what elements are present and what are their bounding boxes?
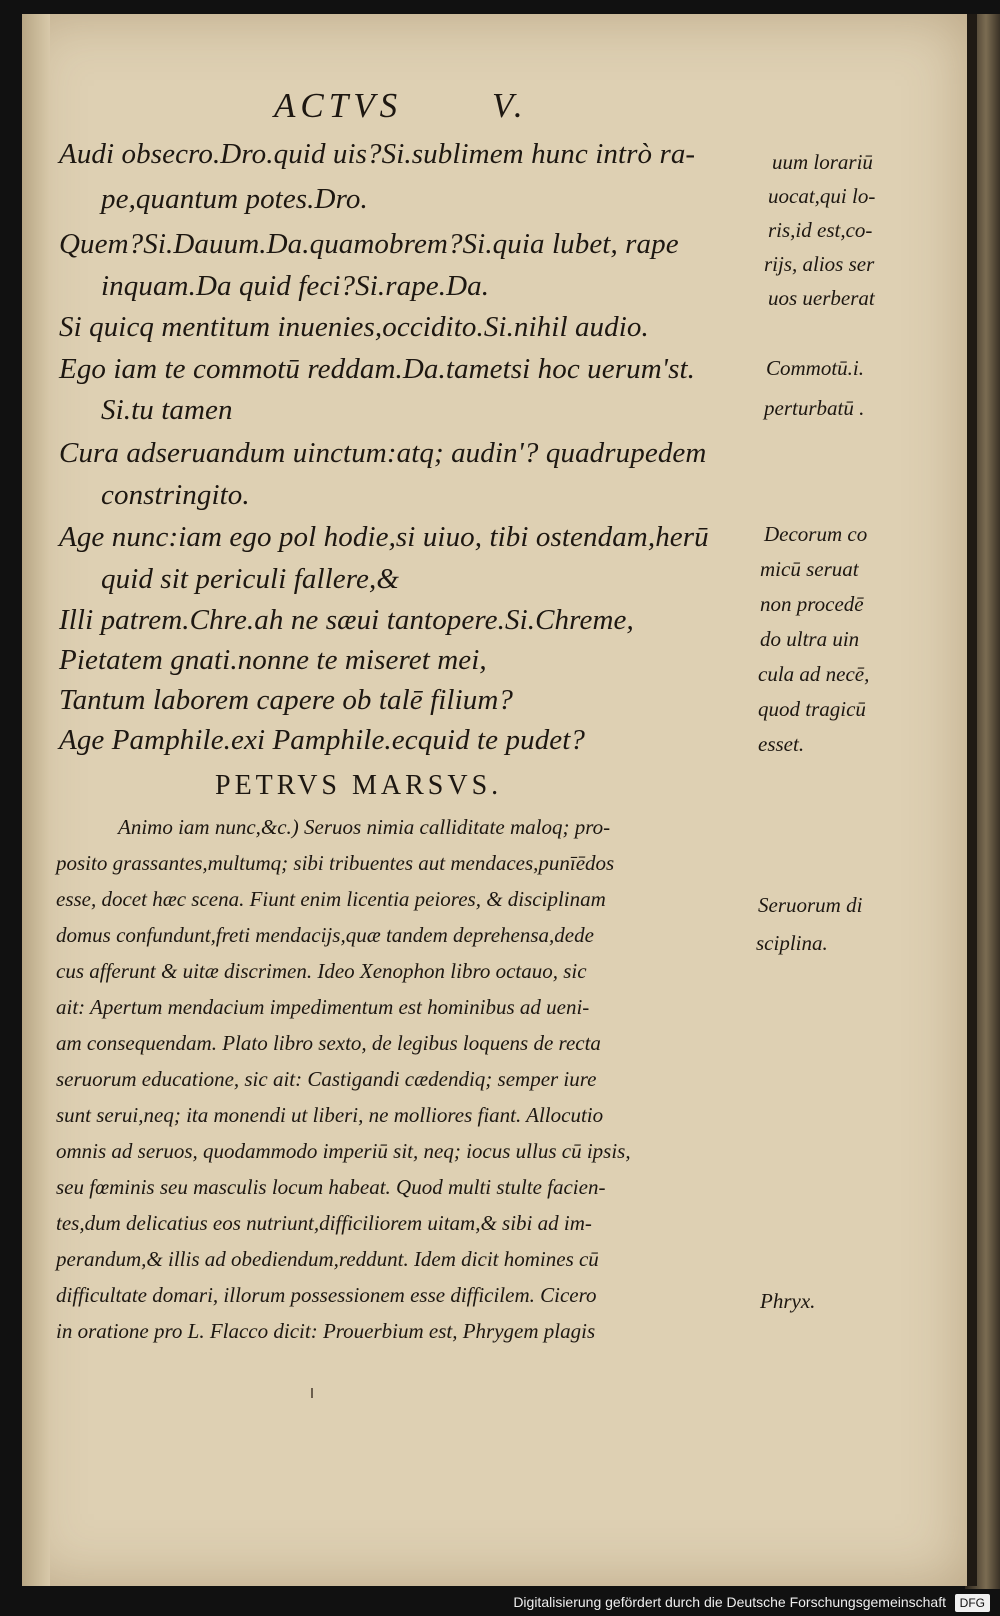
verse-line: Si quicq mentitum inuenies,occidito.Si.nihil audio. (59, 311, 649, 343)
digitization-footer: Digitalisierung gefördert durch die Deutsche Forschungsgemeinschaft (513, 1594, 946, 1610)
commentary-line: in oratione pro L. Flacco dicit: Prouerbium est, Phrygem plagis (56, 1319, 596, 1343)
marginal-note: esset. (758, 732, 805, 756)
commentary-line: ait: Apertum mendacium impedimentum est hominibus ad ueni- (56, 995, 590, 1019)
verse-line: Cura adseruandum uinctum:atq; audin'? quadrupedem (59, 437, 707, 469)
verse-line: inquam.Da quid feci?Si.rape.Da. (101, 270, 490, 302)
verse-line: Audi obsecro.Dro.quid uis?Si.sublimem hunc intrò ra- (59, 138, 696, 170)
verse-line: Tantum laborem capere ob talē filium? (59, 684, 513, 716)
commentary-line: am consequendam. Plato libro sexto, de legibus loquens de recta (56, 1031, 601, 1055)
marginal-note: uocat,qui lo- (768, 184, 876, 208)
marginal-note: uos uerberat (768, 286, 875, 310)
ink-speck (311, 1388, 313, 1398)
verse-line: Quem?Si.Dauum.Da.quamobrem?Si.quia lubet, rape (59, 228, 679, 260)
verse-line: Pietatem gnati.nonne te miseret mei, (59, 644, 487, 676)
commentary-line: difficultate domari, illorum possessionem esse difficilem. Cicero (56, 1283, 597, 1307)
commentary-line: esse, docet hæc scena. Fiunt enim licentia peiores, & disciplinam (56, 887, 606, 911)
verse-line: Age nunc:iam ego pol hodie,si uiuo, tibi ostendam,herū (59, 521, 709, 553)
commentary-line: cus afferunt & uitæ discrimen. Ideo Xenophon libro octauo, sic (56, 959, 587, 983)
marginal-note: sciplina. (756, 931, 828, 955)
verse-line: quid sit periculi fallere,& (101, 563, 400, 595)
marginal-note: do ultra uin (760, 627, 860, 651)
commentary-line: domus confundunt,freti mendacijs,quæ tandem deprehensa,dede (56, 923, 594, 947)
marginal-note: non procedē (760, 592, 864, 616)
commentary-line: perandum,& illis ad obediendum,reddunt. Idem dicit homines cū (56, 1247, 599, 1271)
commentary-line: seruorum educatione, sic ait: Castigandi cædendiq; semper iure (56, 1067, 597, 1091)
marginal-note: Phryx. (760, 1289, 816, 1313)
marginal-note: rijs, alios ser (764, 252, 875, 276)
commentary-line: seu fœminis seu masculis locum habeat. Quod multi stulte facien- (56, 1175, 606, 1199)
running-header-act-number: V. (492, 86, 528, 125)
verse-line: Illi patrem.Chre.ah ne sæui tantopere.Si.Chreme, (59, 604, 634, 636)
marginal-note: Decorum co (764, 522, 868, 546)
marginal-note: quod tragicū (758, 697, 866, 721)
marginal-note: cula ad necē, (758, 662, 870, 686)
running-header-actus: ACTVS (274, 86, 403, 125)
commentary-line: sunt serui,neq; ita monendi ut liberi, ne molliores fiant. Allocutio (56, 1103, 604, 1127)
marginal-note: Commotū.i. (766, 356, 865, 380)
commentary-heading: PETRVS MARSVS. (215, 770, 503, 801)
commentary-line: omnis ad seruos, quodammodo imperiū sit, neq; iocus ullus cū ipsis, (56, 1139, 631, 1163)
commentary-line: posito grassantes,multumq; sibi tribuentes aut mendaces,punīēdos (56, 851, 615, 875)
verse-line: Ego iam te commotū reddam.Da.tametsi hoc uerum'st. (59, 353, 695, 385)
marginal-note: Seruorum di (758, 893, 863, 917)
marginal-note: uum lorariū (772, 150, 873, 174)
verse-line: pe,quantum potes.Dro. (101, 183, 368, 215)
marginal-note: ris,id est,co- (768, 218, 873, 242)
verse-line: constringito. (101, 479, 250, 511)
marginal-note: perturbatū . (764, 396, 865, 420)
dfg-badge: DFG (955, 1594, 990, 1612)
commentary-line: tes,dum delicatius eos nutriunt,difficiliorem uitam,& sibi ad im- (56, 1211, 592, 1235)
verse-line: Si.tu tamen (101, 394, 233, 426)
marginal-note: micū seruat (760, 557, 859, 581)
page-left-shadow (22, 14, 50, 1586)
verse-line: Age Pamphile.exi Pamphile.ecquid te pudet? (59, 724, 586, 756)
commentary-line: Animo iam nunc,&c.) Seruos nimia calliditate maloq; pro- (118, 815, 611, 839)
